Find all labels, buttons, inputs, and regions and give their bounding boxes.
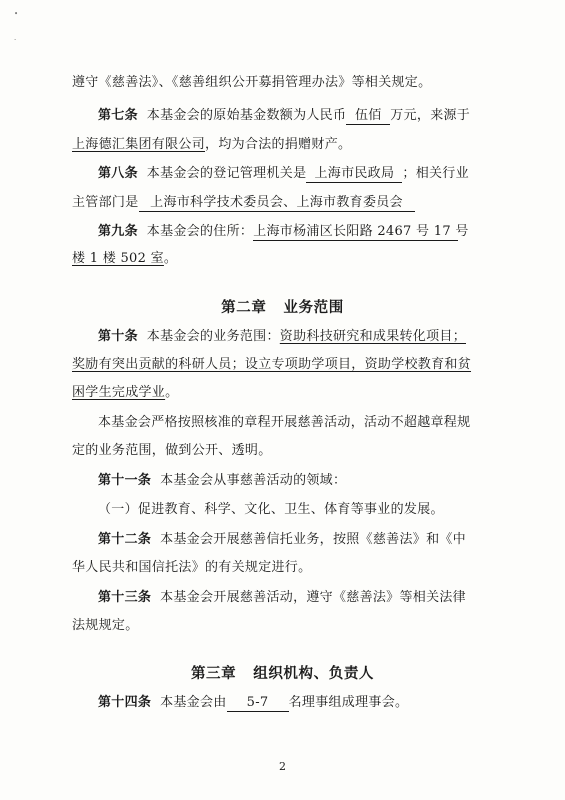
body-text: 。 [163, 251, 178, 266]
body-text: 万元，来源于 [390, 108, 471, 123]
fund-amount-field: 伍佰 [346, 108, 390, 125]
article-13 [98, 589, 466, 607]
article-10-cont [72, 356, 471, 374]
article-11 [98, 472, 346, 490]
paragraph-line [72, 74, 431, 92]
article-14 [98, 694, 408, 712]
article-9-cont [72, 250, 177, 268]
article-label: 第十三条 [98, 590, 152, 605]
scan-artifact-mark: • [14, 10, 19, 18]
body-text: 主管部门是 [72, 195, 139, 210]
body-text: 本基金会严格按照核准的章程开展慈善活动，活动不超越章程规 [98, 415, 471, 430]
registration-authority-field: 上海市民政局 [306, 166, 402, 183]
body-text: 本基金会的业务范围： [146, 329, 280, 344]
business-scope-field-cont: 奖励有突出贡献的科研人员；设立专项助学项目，资助学校教育和贫 [72, 357, 472, 372]
article-9 [98, 223, 469, 241]
article-label: 第八条 [98, 166, 138, 181]
body-text: 本基金会的原始基金数额为人民币 [146, 108, 347, 123]
body-text: 本基金会开展慈善活动，遵守《慈善法》等相关法律 [160, 590, 466, 605]
body-text: ，均为合法的捐赠财产。 [205, 137, 352, 152]
chapter-title: 组织机构、负责人 [253, 665, 375, 682]
scan-artifact-mark: · [14, 36, 17, 44]
fund-source-field: 上海德汇集团有限公司 [72, 137, 206, 152]
chapter-heading [0, 296, 565, 317]
article-8 [98, 165, 469, 183]
article-label: 第十四条 [98, 695, 152, 710]
director-count-field: 5-7 [227, 695, 289, 712]
article-12 [98, 531, 466, 549]
chapter-number: 第三章 [190, 665, 237, 682]
supervising-departments-field: 上海市科学技术委员会、上海市教育委员会 [139, 195, 415, 212]
chapter-heading [0, 662, 565, 683]
article-label: 第十一条 [98, 473, 152, 488]
article-12-cont [72, 559, 311, 577]
body-text: 本基金会由 [160, 695, 227, 710]
body-text: 。 [165, 385, 179, 400]
business-scope-field: 资助科技研究和成果转化项目； [279, 329, 466, 344]
article-10-cont [72, 384, 178, 402]
body-text: 法规规定。 [72, 618, 139, 633]
body-text: （一）促进教育、科学、文化、卫生、体育等事业的发展。 [98, 502, 444, 517]
chapter-number: 第二章 [221, 299, 267, 316]
paragraph-line [72, 442, 272, 460]
article-8-cont [72, 194, 415, 212]
article-label: 第十二条 [98, 532, 152, 547]
page-number: 2 [279, 760, 286, 773]
body-text: 本基金会的登记管理机关是 [146, 166, 307, 181]
article-7-cont [72, 136, 351, 154]
business-scope-field-cont: 困学生完成学业 [72, 385, 166, 400]
address-field: 上海市杨浦区长阳路 2467 号 17 号 [253, 224, 469, 239]
body-text: 华人民共和国信托法》的有关规定进行。 [72, 560, 312, 575]
body-text: ；相关行业 [402, 166, 469, 181]
chapter-title: 业务范围 [283, 299, 344, 316]
list-item [98, 501, 444, 519]
article-10 [98, 328, 466, 346]
body-text: 定的业务范围，做到公开、透明。 [72, 443, 272, 458]
article-13-cont [72, 617, 139, 635]
address-field-cont: 楼 1 楼 502 室 [72, 251, 164, 266]
article-label: 第七条 [98, 108, 138, 123]
article-label: 第十条 [98, 329, 138, 344]
paragraph-line [98, 414, 470, 432]
body-text: 本基金会从事慈善活动的领域： [160, 473, 347, 488]
body-text: 名理事组成理事会。 [288, 695, 409, 710]
body-text: 遵守《慈善法》、《慈善组织公开募捐管理办法》等相关规定。 [72, 75, 432, 90]
article-label: 第九条 [98, 224, 138, 239]
body-text: 本基金会的住所： [146, 224, 254, 239]
body-text: 本基金会开展慈善信托业务，按照《慈善法》和《中 [160, 532, 466, 547]
article-7 [98, 107, 470, 125]
